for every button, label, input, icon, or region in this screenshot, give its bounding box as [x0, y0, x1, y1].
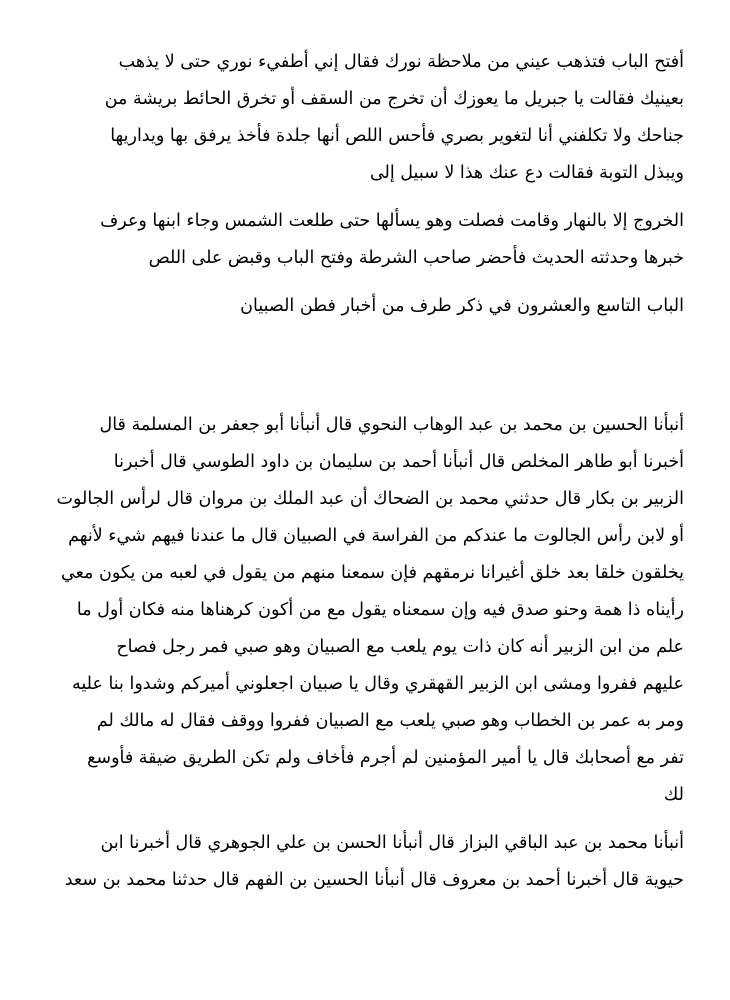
text-line: حيوية قال أخبرنا أحمد بن معروف قال أنبأنا الحسين بن الفهم قال حدثنا محمد بن سعد	[64, 870, 684, 890]
text-line: الزبير بن بكار قال حدثني محمد بن الضحاك أن عبد الملك بن مروان قال لرأس الجالوت	[56, 489, 684, 509]
text-line: عليهم ففروا ومشى ابن الزبير القهقري وقال يا صبيان اجعلوني أميركم وشدوا بنا عليه	[71, 674, 684, 694]
text-line: ويبذل التوبة فقالت دع عنك هذا لا سبيل إلى	[369, 163, 684, 183]
text-line: أفتح الباب فتذهب عيني من ملاحظة نورك فقال إني أطفيء نوري حتى لا يذهب	[118, 52, 684, 72]
paragraph-1	[56, 0, 684, 192]
chapter-heading-text: الباب التاسع والعشرون في ذكر طرف من أخبار فطن الصبيان	[240, 296, 684, 316]
text-line: ومر به عمر بن الخطاب وهو صبي يلعب مع الصبيان ففروا ووقف فقال له مالك لم	[96, 711, 684, 731]
text-line: أو لابن رأس الجالوت ما عندكم من الفراسة في الصبيان قال ما عندنا فيهم شيء لأنهم	[68, 526, 684, 546]
text-line: خبرها وحدثته الحديث فأحضر صاحب الشرطة وفتح الباب وقبض على اللص	[148, 248, 684, 268]
text-line: يخلقون خلقا بعد خلق أغيرانا نرمقهم فإن سمعنا منهم من يقول في لعبه من يكون معي	[61, 563, 684, 583]
paragraph-2	[56, 203, 684, 277]
paragraph-4	[56, 407, 684, 814]
chapter-heading	[56, 288, 684, 325]
text-line: بعينيك فقالت يا جبريل ما يعوزك أن تخرج من السقف أو تخرق الحائط بريشة من	[104, 89, 684, 109]
text-line: رأيناه ذا همة وحنو صدق فيه وإن سمعناه يقول مع من أكون كرهناها منه فكان أول ما	[76, 600, 684, 620]
text-line: تفر مع أصحابك قال يا أمير المؤمنين لم أجرم فأخاف ولم تكن الطريق ضيقة فأوسع	[87, 748, 684, 768]
text-line: الخروج إلا بالنهار وقامت فصلت وهو يسألها حتى طلعت الشمس وجاء ابنها وعرف	[100, 211, 684, 231]
paragraph-5	[56, 825, 684, 899]
text-line: أنبأنا الحسين بن محمد بن عبد الوهاب النحوي قال أنبأنا أبو جعفر بن المسلمة قال	[99, 415, 684, 435]
text-line: أنبأنا محمد بن عبد الباقي البزاز قال أنبأنا الحسن بن علي الجوهري قال أخبرنا ابن	[100, 833, 684, 853]
text-line: جناحك ولا تكلفني أنا لتغوير بصري فأحس اللص أنها جلدة فأخذ يرفق بها ويداريها	[110, 126, 684, 146]
text-line: علم من ابن الزبير أنه كان ذات يوم يلعب مع الصبيان وهو صبي فمر رجل فصاح	[116, 637, 684, 657]
text-line: لك	[663, 785, 684, 805]
text-line: أخبرنا أبو طاهر المخلص قال أنبأنا أحمد بن سليمان بن داود الطوسي قال أخبرنا	[113, 452, 684, 472]
